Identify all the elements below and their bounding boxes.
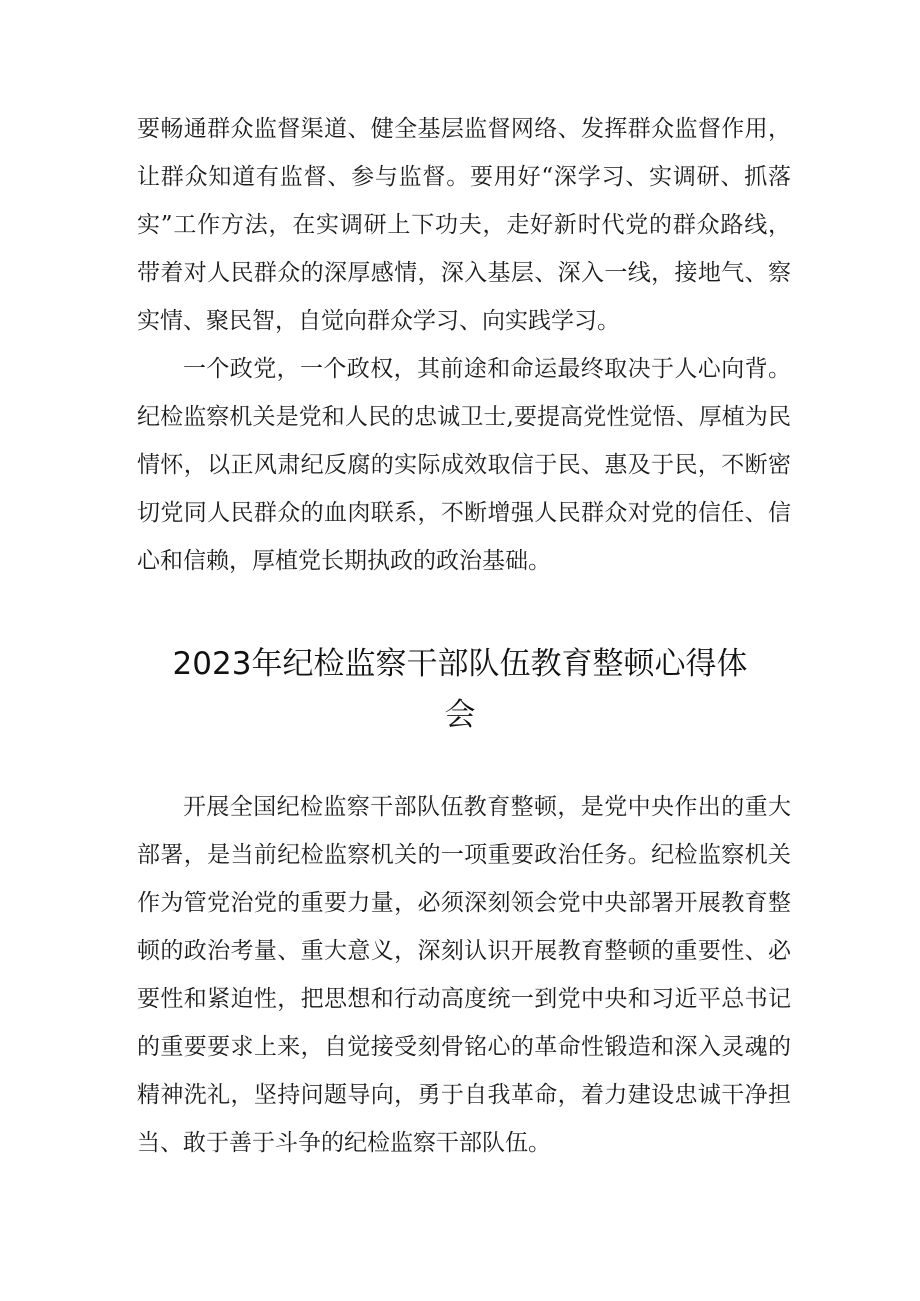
paragraph-3-line-7: 精神洗礼，坚持问题导向，勇于自我革命，着力建设忠诚干净担 [137,1082,791,1108]
paragraph-1-line-2: 让群众知道有监督、参与监督。要用好“深学习、实调研、抓落 [137,164,791,190]
paragraph-3-line-4: 顿的政治考量、重大意义，深刻认识开展教育整顿的重要性、必 [137,938,791,964]
article-title-line-2: 会 [444,697,476,733]
paragraph-3-line-8: 当、敢于善于斗争的纪检监察干部队伍。 [137,1130,551,1156]
article-title-line-1: 2023年纪检监察干部队伍教育整顿心得体 [172,646,748,682]
paragraph-2-line-3: 情怀，以正风肃纪反腐的实际成效取信于民、惠及于民，不断密 [137,452,791,478]
paragraph-3-line-3: 作为管党治党的重要力量，必须深刻领会党中央部署开展教育整 [137,890,791,916]
paragraph-1-line-3: 实”工作方法，在实调研上下功夫，走好新时代党的群众路线， [137,212,791,238]
paragraph-2-line-1: 一个政党，一个政权，其前途和命运最终取决于人心向背。 [183,356,791,382]
paragraph-1-line-4: 带着对人民群众的深厚感情，深入基层、深入一线，接地气、察 [137,260,791,286]
paragraph-3-line-1: 开展全国纪检监察干部队伍教育整顿，是党中央作出的重大 [183,794,791,820]
paragraph-2-line-5: 心和信赖，厚植党长期执政的政治基础。 [137,548,551,574]
paragraph-1-line-1: 要畅通群众监督渠道、健全基层监督网络、发挥群众监督作用， [137,116,791,142]
paragraph-3-line-2: 部署，是当前纪检监察机关的一项重要政治任务。纪检监察机关 [137,842,791,868]
paragraph-3-line-5: 要性和紧迫性，把思想和行动高度统一到党中央和习近平总书记 [137,986,791,1012]
paragraph-2-line-4: 切党同人民群众的血肉联系，不断增强人民群众对党的信任、信 [137,500,791,526]
paragraph-3-line-6: 的重要要求上来，自觉接受刻骨铭心的革命性锻造和深入灵魂的 [137,1034,791,1060]
paragraph-1-line-5: 实情、聚民智，自觉向群众学习、向实践学习。 [137,308,620,334]
paragraph-2-line-2: 纪检监察机关是党和人民的忠诚卫士,要提高党性觉悟、厚植为民 [137,404,791,430]
